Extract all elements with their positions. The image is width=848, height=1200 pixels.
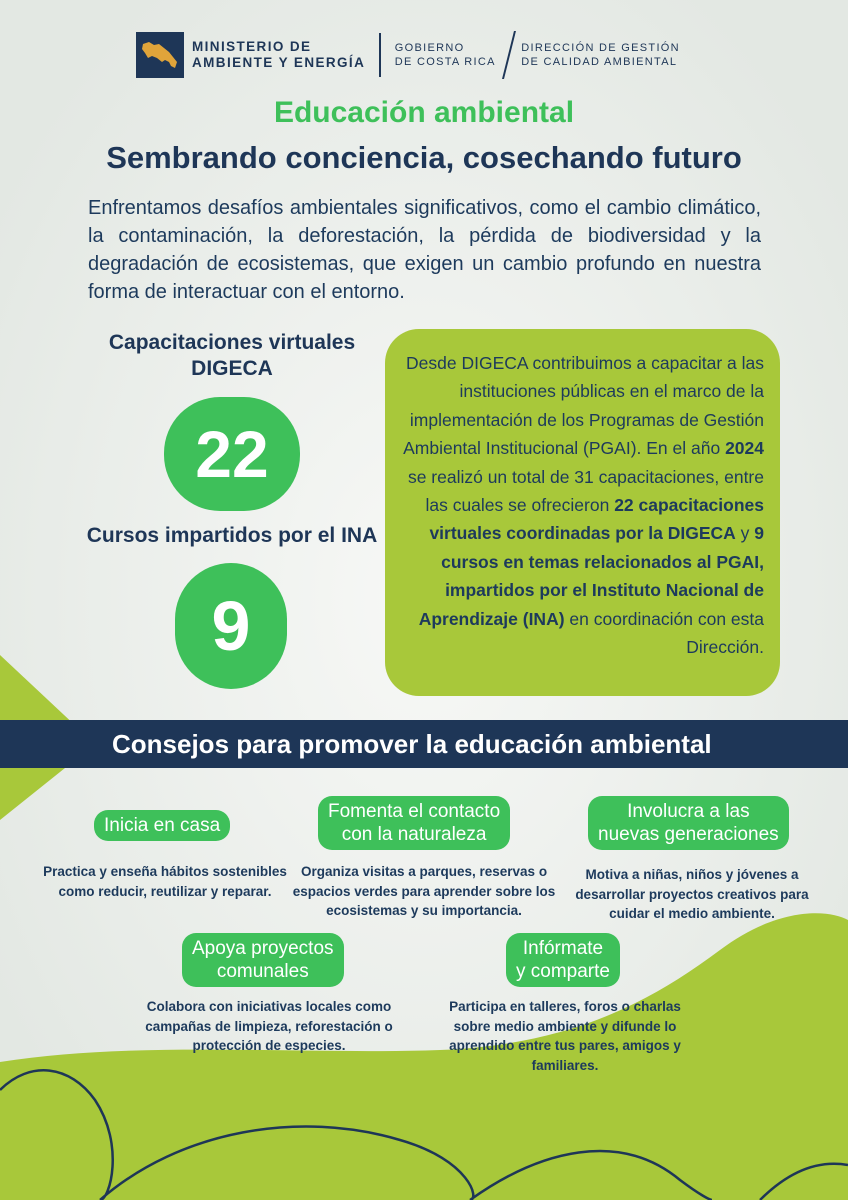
page-subtitle: Sembrando conciencia, cosechando futuro — [106, 140, 742, 175]
stat-value-virtual: 22 — [164, 397, 300, 511]
tip-title-nature: Fomenta el contacto con la naturaleza — [318, 796, 510, 850]
page-title: Educación ambiental — [273, 96, 575, 129]
tips-title: Consejos para promover la educación ambiental — [112, 729, 712, 759]
tip-title-home: Inicia en casa — [94, 810, 230, 841]
government-name: GOBIERNO DE COSTA RICA — [394, 42, 496, 68]
header-divider — [379, 33, 381, 77]
tip-title-inform: Infórmate y comparte — [506, 933, 620, 987]
tip-text-nature: Organiza visitas a parques, reservas o espacios verdes para aprender sobre los ecosistemas y su importancia. — [292, 864, 556, 918]
tip-text-community: Colabora con iniciativas locales como campañas de limpieza, reforestación o protección de especies. — [145, 999, 393, 1053]
stat-label-virtual: Capacitaciones virtuales DIGECA — [108, 331, 356, 380]
tip-text-generations: Motiva a niñas, niños y jóvenes a desarrollar proyectos creativos para cuidar el medio ambiente. — [575, 867, 809, 921]
summary-box — [385, 329, 780, 696]
ministry-logo — [136, 32, 184, 78]
header-slash-divider — [502, 31, 515, 79]
stat-label-ina: Cursos impartidos por el INA — [86, 524, 378, 547]
intro-paragraph: Enfrentamos desafíos ambientales significativos, como el cambio climático, la contaminación, la deforestación, la pérdida de biodiversidad y la degradación de ecosistemas, que exigen un cambio profundo en nuestra forma de interactuar con el entorno. — [88, 197, 761, 303]
tip-title-generations: Involucra a las nuevas generaciones — [588, 796, 789, 850]
costa-rica-map-icon — [140, 38, 180, 72]
direction-name: DIRECCIÓN DE GESTIÓN DE CALIDAD AMBIENTAL — [521, 42, 680, 68]
tip-text-home: Practica y enseña hábitos sostenibles como reducir, reutilizar y reparar. — [43, 864, 287, 899]
tip-title-community: Apoya proyectos comunales — [182, 933, 344, 987]
stat-value-ina: 9 — [175, 563, 287, 689]
tip-text-inform: Participa en talleres, foros o charlas sobre medio ambiente y difunde lo aprendido entre tus pares, amigos y familiares. — [449, 999, 681, 1073]
tips-banner — [0, 720, 848, 768]
summary-paragraph: Desde DIGECA contribuimos a capacitar a las instituciones públicas en el marco de la implementación de los Programas de Gestión Ambiental Institucional (PGAI). En el año 2024 se realizó un total de 31 capacitaciones, entre las cuales se ofrecieron 22 capacitaciones virtuales coordinadas por la DIGECA y 9 cursos en temas relacionados al PGAI, impartidos por el Instituto Nacional de Aprendizaje (INA) en coordinación con esta Dirección. — [403, 353, 764, 658]
ministry-name: MINISTERIO DE AMBIENTE Y ENERGÍA — [192, 39, 366, 70]
header — [136, 30, 736, 80]
